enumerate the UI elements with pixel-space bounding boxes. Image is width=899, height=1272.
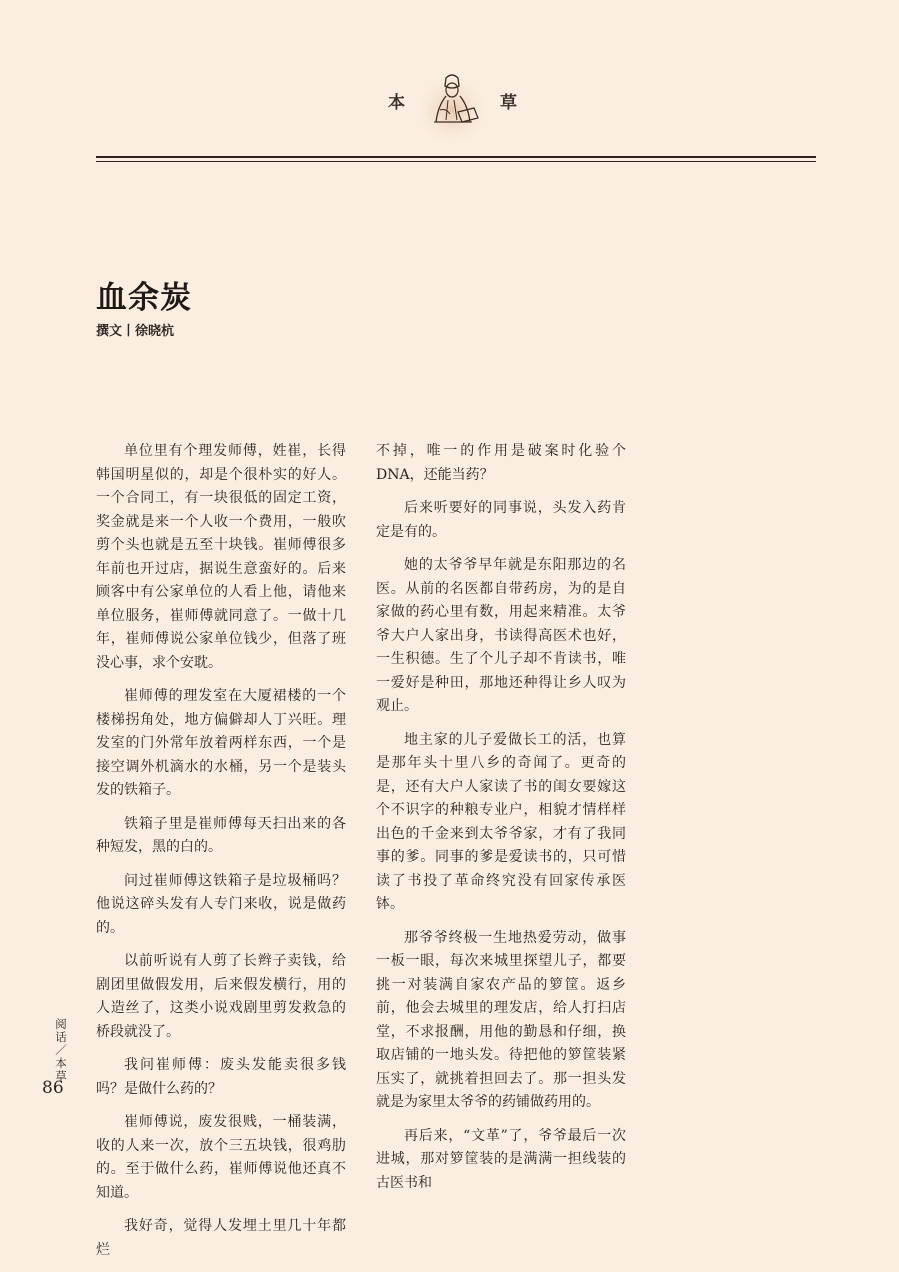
header-rule-thin — [96, 161, 816, 162]
paragraph: 我问崔师傅：废头发能卖很多钱吗？是做什么药的？ — [96, 1057, 346, 1097]
paragraph: 她的太爷爷早年就是东阳那边的名医。从前的名医都自带药房，为的是自家做的药心里有数，用起来精准。太爷爷大户人家出身，书读得高医术也好，一生积德。生了个儿子却不肯读书，唯一爱好是种田，那地还种得让乡人叹为观止。 — [376, 557, 626, 714]
paragraph: 单位里有个理发师傅，姓崔，长得韩国明星似的，却是个很朴实的好人。一个合同工，有一块很低的固定工资，奖金就是来一个人收一个费用，一般吹剪个头也就是五至十块钱。崔师傅很多年前也开过店，据说生意蛮好的。后来顾客中有公家单位的人看上他，请他来单位服务，崔师傅就同意了。一做十几年，崔师傅说公家单位钱少，但落了班没心事，求个安耽。 — [96, 443, 346, 671]
body-column-left — [96, 440, 346, 1272]
paragraph: 地主家的儿子爱做长工的活，也算是那年头十里八乡的奇闻了。更奇的是，还有大户人家读了书的闺女要嫁这个不识字的种粮专业户，相貌才情样样出色的千金来到太爷爷家，才有了我同事的爹。同事的爹是爱读书的，只可惜读了书投了革命终究没有回家传承医钵。 — [376, 731, 626, 912]
article-byline: 撰文丨徐晓杭 — [96, 324, 175, 339]
page-header — [0, 0, 899, 170]
paragraph: 再后来，“文革”了，爷爷最后一次进城，那对箩筐装的是满满一担线装的古医书和 — [376, 1127, 626, 1191]
scholar-portrait-icon — [410, 60, 494, 144]
paragraph: 我好奇，觉得人发埋土里几十年都烂 — [96, 1218, 346, 1258]
body-column-right — [376, 440, 626, 1205]
paragraph: 崔师傅说，废发很贱，一桶装满，收的人来一次，放个三五块钱，很鸡肋的。至于做什么药，崔师傅说他还真不知道。 — [96, 1114, 346, 1201]
paragraph: 问过崔师傅这铁箱子是垃圾桶吗？他说这碎头发有人专门来收，说是做药的。 — [96, 872, 346, 936]
paragraph: 那爷爷终极一生地热爱劳动，做事一板一眼，每次来城里探望儿子，都要挑一对装满自家农产品的箩筐。返乡前，他会去城里的理发店，给人打扫店堂，不求报酬，用他的勤恳和仔细，换取店铺的一地头发。待把他的箩筐装紧压实了，就挑着担回去了。那一担头发就是为家里太爷爷的药铺做药用的。 — [376, 929, 626, 1110]
paragraph: 以前听说有人剪了长辫子卖钱，给剧团里做假发用，后来假发横行，用的人造丝了，这类小说戏剧里剪发救急的桥段就没了。 — [96, 953, 346, 1040]
paragraph: 崔师傅的理发室在大厦裙楼的一个楼梯拐角处，地方偏僻却人丁兴旺。理发室的门外常年放着两样东西，一个是接空调外机滴水的水桶，另一个是装头发的铁箱子。 — [96, 688, 346, 798]
paragraph: 不掉，唯一的作用是破案时化验个DNA，还能当药？ — [376, 443, 626, 483]
article-title: 血余炭 — [96, 280, 192, 316]
column-name-left: 本 — [388, 93, 405, 113]
header-rule — [96, 156, 816, 158]
paragraph: 铁箱子里是崔师傅每天扫出来的各种短发，黑的白的。 — [96, 815, 346, 855]
page-number: 86 — [42, 1078, 64, 1098]
paragraph: 后来听要好的同事说，头发入药肯定是有的。 — [376, 500, 626, 540]
column-name-right: 草 — [500, 93, 517, 113]
section-label: 阅话／本草 — [55, 1017, 67, 1083]
